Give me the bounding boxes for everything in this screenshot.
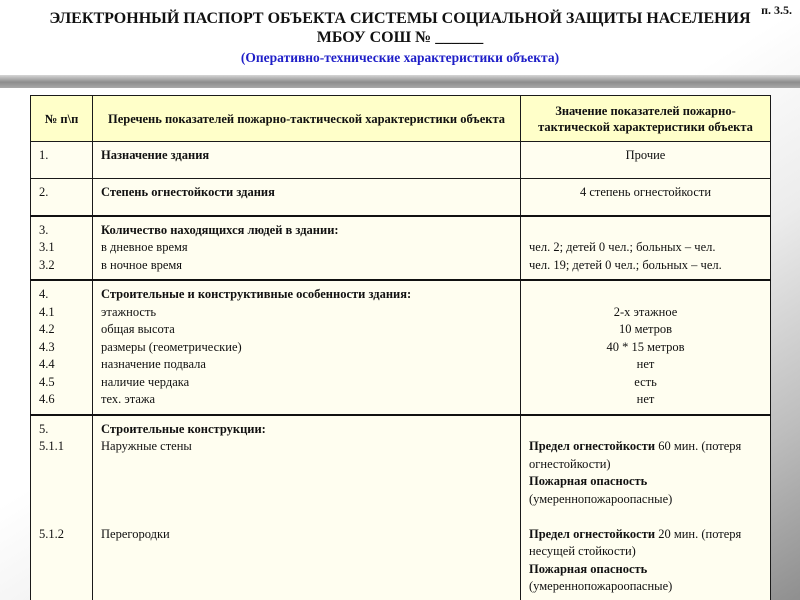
title-line-1: ЭЛЕКТРОННЫЙ ПАСПОРТ ОБЪЕКТА СИСТЕМЫ СОЦИАЛЬНОЙ ЗАЩИТЫ НАСЕЛЕНИЯ [49,10,751,27]
value-cell [521,216,771,281]
cell-line: наличие чердака [101,374,190,389]
cell-line: 10 метров [618,322,673,336]
cell-line: 40 * 15 метров [606,339,685,354]
cell-line: Строительные и конструктивные особенности здания: [101,287,412,301]
cell-line [39,491,84,509]
page-ref: п. 3.5. [761,3,792,17]
cell-line: Степень огнестойкости здания [101,185,275,199]
cell-line [529,508,762,526]
row-number-cell [31,415,93,600]
cell-line: 4.2 [39,322,55,336]
cell-line: несущей стойкости) [529,544,636,558]
cell-line: нет [636,357,655,371]
cell-line: (умереннопожароопасные) [529,579,673,593]
title-block [0,9,800,67]
row-number-cell [31,280,93,415]
table-row [31,415,771,600]
cell-line: Перегородки [101,526,170,541]
indicator-cell [93,142,521,179]
table-row [31,280,771,415]
cell-line: Количество находящихся людей в здании: [101,222,339,237]
row-number-cell [31,216,93,281]
cell-line: этажность [101,304,157,319]
cell-line: 4. [39,287,49,301]
cell-line: 4.3 [39,339,55,354]
table-row [31,142,771,179]
cell-line: тех. этажа [101,392,156,406]
cell-line [39,456,84,474]
subtitle: (Оперативно-технические характеристики объекта) [240,50,560,65]
cell-line: 3. [39,222,49,237]
cell-line [39,473,84,491]
cell-line [39,508,84,526]
cell-line: Прочие [625,148,666,162]
cell-line: нет [636,392,655,406]
cell-line: Пожарная опасность [529,561,648,576]
header-cell-num: № п\п [31,96,93,142]
indicator-cell [93,179,521,216]
cell-line: 5. [39,421,49,436]
value-cell [521,179,771,216]
cell-line [101,508,512,526]
cell-line [529,286,762,304]
cell-line: (умереннопожароопасные) [529,491,673,506]
table-body [31,142,771,600]
cell-line: 4.4 [39,357,55,371]
cell-line: назначение подвала [101,357,206,371]
indicator-cell [93,415,521,600]
cell-line [529,421,762,439]
cell-line: 4.1 [39,304,55,319]
cell-line: размеры (геометрические) [101,339,242,354]
cell-line: 3.2 [39,257,55,272]
cell-line: 3.1 [39,240,55,254]
cell-line: в ночное время [101,257,183,272]
cell-line: 4.6 [39,392,55,406]
cell-line: 5.1.1 [39,439,64,453]
cell-line: Наружные стены [101,439,192,453]
table-row [31,216,771,281]
value-cell [521,280,771,415]
cell-line [101,491,512,509]
table-row [31,179,771,216]
cell-line: 4.5 [39,374,55,389]
cell-line [101,473,512,491]
cell-line: Строительные конструкции: [101,421,266,436]
cell-line: Назначение здания [101,148,210,162]
cell-line [101,456,512,474]
cell-line: 5.1.2 [39,526,64,541]
cell-line: чел. 19; детей 0 чел.; больных – чел. [529,257,722,272]
cell-line: 2-х этажное [613,304,678,319]
table-header-row [31,96,771,142]
title-line-2: МБОУ СОШ № ______ [316,29,484,46]
value-cell [521,142,771,179]
cell-line: общая высота [101,322,175,336]
row-number-cell [31,142,93,179]
divider-bar [0,75,800,88]
cell-line: 2. [39,185,49,199]
cell-line: Пожарная опасность [529,474,648,488]
indicator-cell [93,280,521,415]
row-number-cell [31,179,93,216]
cell-line: есть [634,374,657,389]
indicator-cell [93,216,521,281]
header-cell-indicators: Перечень показателей пожарно-тактической характеристики объекта [93,96,521,142]
cell-line [529,222,762,240]
cell-line: Предел огнестойкости 20 мин. (потеря [529,526,742,541]
cell-line: огнестойкости) [529,456,611,471]
cell-line: в дневное время [101,240,188,254]
header-cell-values: Значение показателей пожарно-тактической характеристики объекта [521,96,771,142]
value-cell [521,415,771,600]
fire-characteristics-table [30,95,771,600]
cell-line: Предел огнестойкости 60 мин. (потеря [529,439,742,453]
cell-line: 1. [39,148,49,162]
cell-line: чел. 2; детей 0 чел.; больных – чел. [529,240,716,254]
cell-line: 4 степень огнестойкости [579,185,712,199]
